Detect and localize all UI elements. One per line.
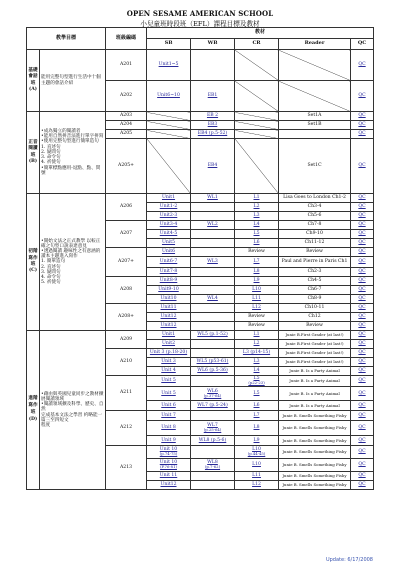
wb-cell [191, 230, 235, 239]
header-reader: Reader [279, 39, 351, 50]
qc-cell[interactable]: QC [351, 376, 374, 387]
sb-cell[interactable]: Unit5 [147, 239, 191, 248]
qc-cell[interactable]: QC [351, 50, 374, 81]
header-row-top [27, 28, 374, 39]
wb-cell [191, 340, 235, 349]
table-row [27, 112, 374, 121]
section-label: 初階寫作班(C) [27, 194, 40, 331]
wb-cell[interactable]: WL5 (p53-61) [191, 358, 235, 367]
sb-cell[interactable]: Unit3-4 [147, 221, 191, 230]
cr-cell[interactable]: L3 [235, 212, 279, 221]
class-code: A209 [106, 331, 147, 349]
reader-cell: Ch12 [279, 313, 351, 322]
cr-cell[interactable]: L6 [235, 401, 279, 411]
sb-cell[interactable]: Unit11 [147, 304, 191, 313]
section-objectives [40, 50, 106, 112]
qc-cell[interactable]: QC [351, 268, 374, 277]
wb-cell[interactable]: WL6 (p.5-36) [191, 367, 235, 376]
cr-cell[interactable] [235, 376, 279, 387]
section-objectives [40, 331, 106, 490]
reader-cell: Review [279, 248, 351, 257]
reader-cell: Ch6-7 [279, 286, 351, 295]
qc-cell[interactable]: QC [351, 387, 374, 401]
qc-cell[interactable]: QC [351, 81, 374, 112]
curriculum-table [26, 27, 374, 490]
reader-cell: Junie B. Is a Party Animal [279, 401, 351, 411]
sb-cell[interactable]: Unit 5 [147, 387, 191, 401]
qc-cell[interactable]: QC [351, 481, 374, 490]
header-class-code: 班級編碼 [106, 28, 147, 50]
qc-cell[interactable]: QC [351, 139, 374, 194]
wb-cell[interactable]: WL7 (p.5-24) [191, 401, 235, 411]
cr-cell [235, 130, 279, 139]
sb-cell[interactable]: Unit6~10 [147, 81, 191, 112]
reader-cell: Ch2-3 [279, 268, 351, 277]
sb-cell[interactable]: Unit12 [147, 313, 191, 322]
cr-cell[interactable]: L10 [235, 459, 279, 472]
sb-cell[interactable]: Unit6-7 [147, 257, 191, 268]
class-code: A204 [106, 121, 147, 130]
qc-cell[interactable]: QC [351, 257, 374, 268]
wb-cell-pages: (p.37-64) [203, 392, 222, 398]
qc-cell[interactable]: QC [351, 239, 374, 248]
qc-cell[interactable]: QC [351, 203, 374, 212]
page-subtitle: 小兒童班時段班（EFL）課程目標及教材 [140, 20, 260, 28]
wb-cell-pages: (p.7-62) [204, 464, 221, 470]
sb-cell [147, 130, 191, 139]
section-label: 正音閱讀班(B) [27, 112, 40, 194]
cr-cell[interactable]: L1 [235, 331, 279, 340]
reader-cell: Junie B.First Grader (at last!) [279, 340, 351, 349]
sb-cell[interactable]: Unit 4 [147, 367, 191, 376]
header-materials: 教材 [147, 28, 374, 39]
cr-cell-main: L5 [253, 376, 260, 382]
objective-item: •能用自然拼音法進行單字拼寫 [41, 134, 104, 140]
wb-cell-pages: (p.25-64) [203, 427, 222, 433]
reader-cell: Junie B. Smells Something Fishy [279, 436, 351, 446]
sb-cell[interactable]: Unit4-5 [147, 230, 191, 239]
objective-item: 完成基本文法之學習 約略能一篇三至四短文 [41, 412, 103, 423]
reader-cell: Junie B.First Grader (at last!) [279, 349, 351, 358]
reader-cell: Paul and Pierre in Paris Ch1 [279, 257, 351, 268]
sb-cell[interactable]: Unit9-10 [147, 286, 191, 295]
qc-cell[interactable]: QC [351, 304, 374, 313]
wb-cell [191, 268, 235, 277]
qc-cell[interactable]: QC [351, 112, 374, 121]
cr-cell[interactable]: L1 [235, 194, 279, 203]
class-code: A212 [106, 411, 147, 446]
wb-cell-main: WL6 [207, 388, 218, 394]
cr-cell: Review [235, 313, 279, 322]
objective-item: 4. 命令句 [41, 275, 61, 280]
objective-item: •簡單標點應用-逗點、點、問號 [41, 165, 101, 176]
qc-cell[interactable]: QC [351, 331, 374, 340]
sb-cell[interactable]: Unit6 [147, 248, 191, 257]
wb-cell [191, 313, 235, 322]
section-objectives [40, 112, 106, 194]
sb-cell[interactable] [147, 446, 191, 459]
qc-cell[interactable]: QC [351, 472, 374, 481]
qc-cell[interactable]: QC [351, 230, 374, 239]
reader-cell: Ch5-6 [279, 212, 351, 221]
wb-cell [191, 286, 235, 295]
cr-cell[interactable]: L2 [235, 340, 279, 349]
reader-cell [279, 50, 351, 81]
cr-cell[interactable] [235, 446, 279, 459]
wb-cell[interactable]: WL4 [191, 295, 235, 304]
wb-cell[interactable]: EB4 [191, 139, 235, 194]
objective-item: •成為獨立的閱讀者 [41, 129, 81, 135]
wb-cell[interactable]: EB1 [191, 81, 235, 112]
cr-cell: Review [235, 248, 279, 257]
reader-cell: Junie B.First Grader (at last!) [279, 358, 351, 367]
sb-cell[interactable]: Unit 5 [147, 376, 191, 387]
reader-cell: Junie B. Smells Something Fishy [279, 472, 351, 481]
qc-cell[interactable]: QC [351, 340, 374, 349]
sb-cell[interactable]: Unit7-8 [147, 268, 191, 277]
header-qc: QC [351, 39, 374, 50]
wb-cell[interactable]: WL1 [191, 194, 235, 203]
table-row [27, 194, 374, 203]
cr-cell[interactable]: L9 [235, 436, 279, 446]
qc-cell[interactable]: QC [351, 421, 374, 436]
reader-cell: Review [279, 322, 351, 331]
section-objectives [40, 194, 106, 331]
cr-cell: Review [235, 322, 279, 331]
qc-cell[interactable]: QC [351, 349, 374, 358]
wb-cell[interactable]: WL5 (p.1-52) [191, 331, 235, 340]
wb-cell-main: WL7 [207, 423, 218, 429]
objective-item: •開始文法之正式教學 以較正確之句型口說表達意見 [41, 238, 101, 249]
header-sb: SB [147, 39, 191, 50]
cr-cell[interactable]: L5 [235, 387, 279, 401]
reader-cell: Junie B. Is a Party Animal [279, 376, 351, 387]
class-code: A203 [106, 112, 147, 121]
class-code: A208+ [106, 304, 147, 331]
reader-cell: Ch7-8 [279, 221, 351, 230]
reader-cell: Ch4-5 [279, 277, 351, 286]
objective-item: 2. 直述句 [41, 264, 61, 270]
cr-cell[interactable]: L7 [235, 257, 279, 268]
objective-item: 5. 祈使句 [41, 280, 61, 286]
sb-cell[interactable]: Unit1 [147, 194, 191, 203]
wb-cell [191, 212, 235, 221]
sb-cell[interactable]: Unit2 [147, 340, 191, 349]
sb-cell[interactable]: Unit10 [147, 295, 191, 304]
reader-cell [279, 81, 351, 112]
cr-cell[interactable]: L2 [235, 203, 279, 212]
cr-cell[interactable]: L8 [235, 268, 279, 277]
sb-cell[interactable]: Unit 7 [147, 411, 191, 421]
class-code: A205 [106, 130, 147, 139]
class-code: A208 [106, 277, 147, 304]
qc-cell[interactable]: QC [351, 367, 374, 376]
objective-item: 能用完整句型進行生活中十個主題的會話介紹 [41, 75, 101, 86]
reader-cell: Set1C [279, 139, 351, 194]
class-code: A205+ [106, 139, 147, 194]
class-code: A207 [106, 221, 147, 248]
reader-cell: Ch11-12 [279, 239, 351, 248]
reader-cell: Junie B. Is a Party Animal [279, 387, 351, 401]
reader-cell: Junie B.First Grader (at last!) [279, 331, 351, 340]
cr-cell[interactable]: L7 [235, 411, 279, 421]
qc-cell[interactable]: QC [351, 212, 374, 221]
sb-cell-pages: (P.76-81) [160, 464, 177, 470]
reader-cell: Ch10-11 [279, 304, 351, 313]
objective-item: 3. 命令句 [41, 155, 61, 161]
wb-cell [191, 239, 235, 248]
qc-cell[interactable]: QC [351, 322, 374, 331]
header-wb: WB [191, 39, 235, 50]
cr-cell[interactable]: L12 [235, 304, 279, 313]
qc-cell[interactable]: QC [351, 411, 374, 421]
objective-item: 1. 簡單造句 [41, 259, 66, 265]
update-date: Update: 6/17/2008 [325, 557, 373, 563]
class-code: A201 [106, 50, 147, 81]
section-label: 進階寫作班(D) [27, 331, 40, 490]
cr-cell[interactable]: L10 [235, 286, 279, 295]
sb-cell[interactable]: Unit 6 [147, 401, 191, 411]
sb-cell-main: Unit 10 [159, 460, 178, 466]
objective-item: 1. 直述句 [41, 144, 61, 150]
cr-cell[interactable]: L4 [235, 221, 279, 230]
sb-cell[interactable]: Unit 3 [147, 358, 191, 367]
cr-cell[interactable]: L12 [235, 481, 279, 490]
sb-cell[interactable]: Unit1~5 [147, 50, 191, 81]
wb-cell [191, 446, 235, 459]
qc-cell[interactable]: QC [351, 286, 374, 295]
reader-cell: Ch8-9 [279, 295, 351, 304]
wb-cell[interactable]: WL3 [191, 257, 235, 268]
sb-cell [147, 112, 191, 121]
cr-cell-pages: (p.44-45) [247, 451, 266, 457]
cr-cell[interactable]: L6 [235, 239, 279, 248]
qc-cell[interactable]: QC [351, 194, 374, 203]
wb-cell[interactable]: EB 2 [191, 112, 235, 121]
reader-cell: Junie B. Smells Something Fishy [279, 481, 351, 490]
sb-cell-pages: (p.74-75) [159, 451, 178, 457]
cr-cell[interactable]: L11 [235, 472, 279, 481]
class-code: A206 [106, 194, 147, 221]
sb-cell [147, 121, 191, 130]
qc-cell[interactable]: QC [351, 459, 374, 472]
class-code: A210 [106, 349, 147, 376]
table-row [27, 331, 374, 340]
wb-cell[interactable]: EB4 (p.5-52) [191, 130, 235, 139]
reader-cell: Ch9-10 [279, 230, 351, 239]
objective-item: 2. 疑問句 [41, 149, 61, 155]
qc-cell[interactable]: QC [351, 358, 374, 367]
sb-cell[interactable]: Unit12 [147, 322, 191, 331]
sb-cell-main: Unit 10 [159, 447, 178, 453]
wb-cell [191, 322, 235, 331]
wb-cell [191, 277, 235, 286]
wb-cell [191, 304, 235, 313]
qc-cell[interactable]: QC [351, 277, 374, 286]
section-label: 基礎會話班(A) [27, 50, 40, 112]
cr-cell [235, 50, 279, 81]
cr-cell[interactable]: L3 (p14-15) [235, 349, 279, 358]
class-code: A207+ [106, 248, 147, 277]
school-title: OPEN SESAME AMERICAN SCHOOL [126, 9, 274, 18]
wb-cell-main: WL8 [207, 460, 218, 466]
cr-cell-pages: (p22-23) [248, 380, 265, 386]
reader-cell: Set1B [279, 121, 351, 130]
header-cr: CR [235, 39, 279, 50]
wb-cell[interactable] [191, 387, 235, 401]
wb-cell [191, 349, 235, 358]
qc-cell[interactable]: QC [351, 130, 374, 139]
reader-cell: Set1A [279, 112, 351, 121]
wb-cell [191, 203, 235, 212]
cr-cell[interactable]: L8 [235, 421, 279, 436]
wb-cell [191, 481, 235, 490]
objective-item: •閱讀領域擴及科學、歷史、自然 [41, 402, 104, 413]
qc-cell[interactable]: QC [351, 401, 374, 411]
class-code: A211 [106, 376, 147, 411]
wb-cell[interactable]: WL8 (p.5-6) [191, 436, 235, 446]
sb-cell[interactable]: Unit12 [147, 481, 191, 490]
qc-cell[interactable]: QC [351, 295, 374, 304]
qc-cell[interactable]: QC [351, 121, 374, 130]
sb-cell[interactable] [147, 459, 191, 472]
sb-cell[interactable]: Unit8-9 [147, 277, 191, 286]
sb-cell[interactable]: Unit 11 [147, 472, 191, 481]
cr-cell-main: L10 [252, 447, 261, 453]
objective-item: •藉由與英國兒童同步之教材擴展閱讀領域 [41, 391, 104, 402]
sb-cell[interactable]: Unit 3 (p.18-20) [147, 349, 191, 358]
reader-cell: Ch3-4 [279, 203, 351, 212]
cr-cell[interactable]: L11 [235, 295, 279, 304]
reader-cell: Junie B. Smells Something Fishy [279, 421, 351, 436]
cr-cell[interactable]: L4 [235, 367, 279, 376]
reader-cell: Junie B. Is a Party Animal [279, 367, 351, 376]
reader-cell: Junie B. Smells Something Fishy [279, 411, 351, 421]
cr-cell[interactable]: L9 [235, 277, 279, 286]
objective-item: 程度 [41, 423, 51, 428]
table-row [27, 50, 374, 81]
reader-cell [279, 130, 351, 139]
wb-cell[interactable]: WL2 [191, 221, 235, 230]
wb-cell[interactable] [191, 459, 235, 472]
reader-cell: Lisa Goes to London Ch1-2 [279, 194, 351, 203]
cr-cell [235, 112, 279, 121]
reader-cell: Junie B. Smells Something Fishy [279, 446, 351, 459]
objective-item: 4. 祈使句 [41, 160, 61, 166]
cr-cell[interactable]: L5 [235, 230, 279, 239]
cr-cell [235, 81, 279, 112]
sb-cell [147, 139, 191, 194]
wb-cell [191, 50, 235, 81]
header-objectives: 教學目標 [27, 28, 106, 50]
objective-item: 3. 疑問句 [41, 269, 61, 275]
reader-cell: Junie B. Smells Something Fishy [279, 459, 351, 472]
qc-cell[interactable]: QC [351, 446, 374, 459]
class-code: A213 [106, 446, 147, 490]
objective-item: •使用完整句型進行簡單造句 [41, 139, 99, 145]
qc-cell[interactable]: QC [351, 221, 374, 230]
sb-cell[interactable]: Unit2-3 [147, 212, 191, 221]
sb-cell[interactable]: Unit1-2 [147, 203, 191, 212]
wb-cell[interactable] [191, 421, 235, 436]
cr-cell [235, 139, 279, 194]
sb-cell[interactable]: Unit 8 [147, 421, 191, 436]
wb-cell [191, 472, 235, 481]
sb-cell[interactable]: Unit 9 [147, 436, 191, 446]
qc-cell[interactable]: QC [351, 248, 374, 257]
qc-cell[interactable]: QC [351, 436, 374, 446]
sb-cell[interactable]: Unit1 [147, 331, 191, 340]
wb-cell[interactable]: EB3 [191, 121, 235, 130]
wb-cell [191, 248, 235, 257]
cr-cell [235, 121, 279, 130]
qc-cell[interactable]: QC [351, 313, 374, 322]
objective-item: •透過閱讀 趣味性之有意涵的讀本主題進入寫作 [41, 248, 101, 260]
wb-cell [191, 411, 235, 421]
cr-cell[interactable]: L3 [235, 358, 279, 367]
class-code: A202 [106, 81, 147, 112]
wb-cell [191, 376, 235, 387]
